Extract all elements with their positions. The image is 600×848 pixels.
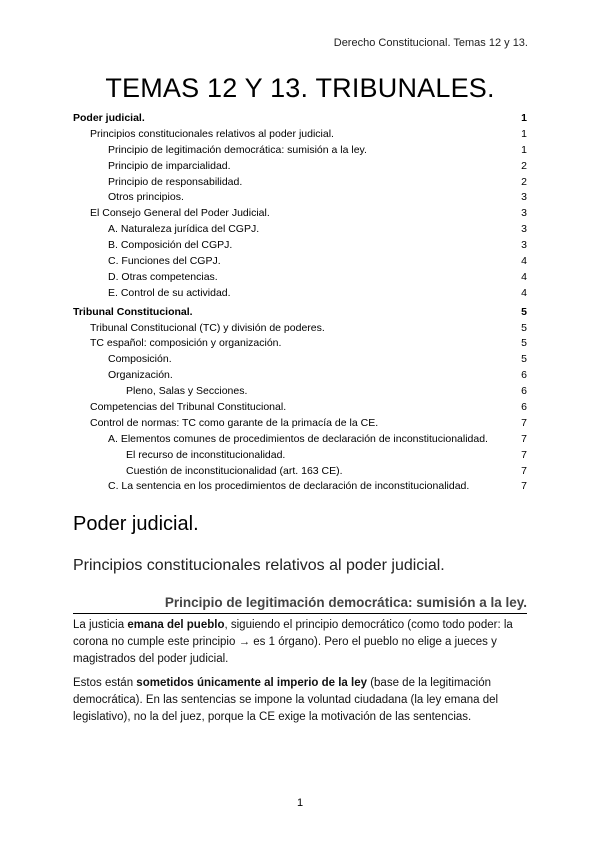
- paragraph-text: La justicia: [73, 619, 128, 631]
- toc-entry-title: Competencias del Tribunal Constitucional.: [90, 401, 287, 414]
- toc-entry-title: E. Control de su actividad.: [108, 286, 231, 299]
- toc-entry-title: Principio de legitimación democrática: sumisión a la ley.: [108, 143, 367, 156]
- toc-entry-title: B. Composición del CGPJ.: [108, 239, 233, 252]
- toc-entry-page: 5: [521, 321, 527, 334]
- toc-entry-page: 2: [521, 159, 527, 172]
- toc-entry-title: TC español: composición y organización.: [90, 337, 282, 350]
- paragraph-text: (base de la legitimación democrática). En las sentencias se impone la voluntad ciudadana (la ley emana del legislativo), no la del juez, porque la CE exige la motivación de las sentencias.: [73, 677, 499, 723]
- toc-entry-page: 5: [521, 305, 527, 318]
- paragraph-bold-text: sometidos únicamente al imperio de la ley: [136, 677, 368, 689]
- toc-entry-page: 7: [521, 416, 527, 429]
- paragraph-bold-text: emana del pueblo: [127, 619, 225, 631]
- toc-entry[interactable]: [73, 432, 527, 448]
- table-of-contents: [73, 111, 527, 495]
- toc-entry-page: 7: [521, 464, 527, 477]
- toc-entry[interactable]: [73, 464, 527, 480]
- toc-entry[interactable]: [73, 159, 527, 175]
- toc-entry[interactable]: [73, 352, 527, 368]
- toc-entry[interactable]: [73, 111, 527, 127]
- toc-entry[interactable]: [73, 222, 527, 238]
- paragraph-sometidos-ley: [73, 675, 527, 725]
- toc-entry-title: Tribunal Constitucional.: [73, 305, 193, 318]
- subsubsection-heading-legitimacion: Principio de legitimación democrática: sumisión a la ley.: [73, 595, 527, 614]
- running-header: Derecho Constitucional. Temas 12 y 13.: [333, 37, 528, 49]
- toc-entry[interactable]: [73, 286, 527, 302]
- document-title: TEMAS 12 Y 13. TRIBUNALES.: [105, 73, 495, 103]
- toc-entry-page: 5: [521, 337, 527, 350]
- toc-entry-page: 4: [521, 286, 527, 299]
- toc-entry-page: 3: [521, 223, 527, 236]
- toc-entry-page: 6: [521, 369, 527, 382]
- toc-entry-title: Principio de responsabilidad.: [108, 175, 243, 188]
- toc-entry-page: 7: [521, 480, 527, 493]
- toc-entry[interactable]: [73, 321, 527, 337]
- toc-entry-title: A. Naturaleza jurídica del CGPJ.: [108, 223, 260, 236]
- toc-entry[interactable]: [73, 400, 527, 416]
- toc-entry-page: 4: [521, 255, 527, 268]
- toc-entry-page: 3: [521, 191, 527, 204]
- toc-entry-title: Principios constitucionales relativos al poder judicial.: [90, 127, 334, 140]
- toc-entry-page: 7: [521, 432, 527, 445]
- toc-entry[interactable]: [73, 416, 527, 432]
- toc-entry-title: Poder judicial.: [73, 112, 145, 124]
- toc-entry-title: El Consejo General del Poder Judicial.: [90, 207, 270, 220]
- toc-entry[interactable]: [73, 238, 527, 254]
- paragraph-text: , siguiendo el principio democrático (como todo poder: la corona no cumple este principio → es 1 órgano). Pero el pueblo no elige a jueces y magistrados del poder judicial.: [73, 619, 513, 665]
- toc-entry[interactable]: [73, 190, 527, 206]
- toc-entry-title: C. La sentencia en los procedimientos de declaración de inconstitucionalidad.: [108, 480, 470, 493]
- toc-entry-title: A. Elementos comunes de procedimientos de declaración de inconstitucionalidad.: [108, 432, 488, 445]
- toc-entry-title: Cuestión de inconstitucionalidad (art. 163 CE).: [126, 464, 343, 477]
- toc-entry-page: 4: [521, 270, 527, 283]
- toc-entry-page: 3: [521, 207, 527, 220]
- toc-entry-page: 3: [521, 239, 527, 252]
- toc-entry[interactable]: [73, 336, 527, 352]
- toc-entry[interactable]: [73, 305, 527, 321]
- toc-entry-page: 5: [521, 353, 527, 366]
- toc-entry-title: Organización.: [108, 369, 173, 382]
- toc-entry-title: Pleno, Salas y Secciones.: [126, 385, 248, 398]
- toc-entry[interactable]: [73, 384, 527, 400]
- section-heading-poder-judicial: Poder judicial.: [73, 513, 199, 535]
- toc-entry-page: 1: [521, 143, 527, 156]
- toc-entry-page: 2: [521, 175, 527, 188]
- toc-entry-page: 6: [521, 401, 527, 414]
- toc-entry[interactable]: [73, 143, 527, 159]
- toc-entry-title: Composición.: [108, 353, 172, 366]
- toc-entry[interactable]: [73, 368, 527, 384]
- toc-entry-title: C. Funciones del CGPJ.: [108, 255, 221, 268]
- toc-entry-title: Control de normas: TC como garante de la primacía de la CE.: [90, 416, 379, 429]
- toc-entry[interactable]: [73, 479, 527, 495]
- toc-entry-title: D. Otras competencias.: [108, 270, 218, 283]
- toc-entry-page: 1: [521, 127, 527, 140]
- toc-entry[interactable]: [73, 175, 527, 191]
- toc-entry-title: Otros principios.: [108, 191, 184, 204]
- toc-entry[interactable]: [73, 127, 527, 143]
- toc-entry[interactable]: [73, 254, 527, 270]
- toc-entry-title: Tribunal Constitucional (TC) y división de poderes.: [90, 321, 325, 334]
- toc-entry[interactable]: [73, 206, 527, 222]
- paragraph-emana-del-pueblo: [73, 617, 527, 667]
- toc-entry-title: El recurso de inconstitucionalidad.: [126, 448, 286, 461]
- toc-entry-page: 6: [521, 385, 527, 398]
- toc-entry-title: Principio de imparcialidad.: [108, 159, 231, 172]
- toc-entry-page: 7: [521, 448, 527, 461]
- toc-entry-page: 1: [521, 112, 527, 124]
- toc-entry[interactable]: [73, 448, 527, 464]
- page-number: 1: [296, 797, 304, 809]
- toc-entry[interactable]: [73, 270, 527, 286]
- paragraph-text: Estos están: [73, 677, 137, 689]
- subsection-heading-principios: Principios constitucionales relativos al poder judicial.: [73, 557, 445, 574]
